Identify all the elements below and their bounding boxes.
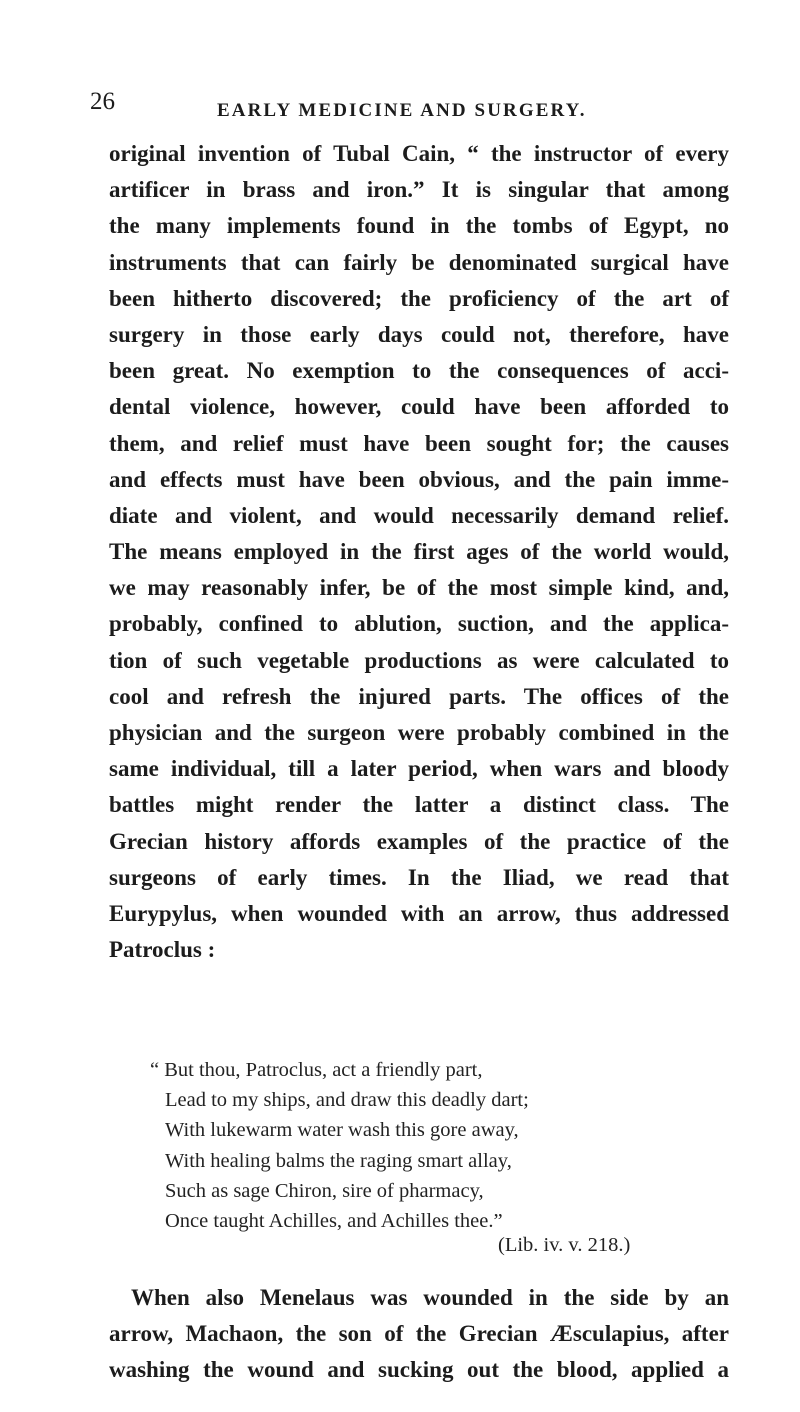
verse-citation: (Lib. iv. v. 218.) (498, 1234, 631, 1256)
text-line: the many implements found in the tombs of Egypt, no (109, 213, 729, 239)
text-line: When also Menelaus was wounded in the side by an (131, 1285, 729, 1310)
text-line: original invention of Tubal Cain, “ the instructor of every (109, 141, 729, 166)
text-line: Grecian history affords examples of the practice of the (109, 828, 729, 854)
page-number: 26 (90, 88, 115, 115)
text-line: surgery in those early days could not, therefore, have (109, 321, 729, 347)
text-line: probably, confined to ablution, suction, and the applica- (109, 611, 729, 637)
text-line: arrow, Machaon, the son of the Grecian Æsculapius, after (109, 1321, 729, 1347)
text-line: physician and the surgeon were probably combined in the (109, 720, 729, 745)
text-line: tion of such vegetable productions as were calculated to (109, 647, 729, 673)
text-line: The means employed in the first ages of the world would, (109, 539, 729, 565)
text-line: been hitherto discovered; the proficiency of the art of (109, 285, 729, 311)
text-line: cool and refresh the injured parts. The offices of the (109, 683, 729, 709)
text-line: diate and violent, and would necessarily demand relief. (109, 502, 729, 528)
verse-line: “ But thou, Patroclus, act a friendly part, (150, 1059, 483, 1081)
text-line: we may reasonably infer, be of the most simple kind, and, (109, 575, 729, 601)
verse-line: Such as sage Chiron, sire of pharmacy, (165, 1179, 484, 1202)
verse-quotation (150, 1055, 529, 1236)
body-paragraph-2 (109, 1280, 729, 1389)
body-paragraph-1 (109, 136, 729, 968)
verse-line: With lukewarm water wash this gore away, (165, 1119, 519, 1142)
text-line: and effects must have been obvious, and the pain imme- (109, 466, 729, 492)
running-head: EARLY MEDICINE AND SURGERY. (217, 100, 587, 121)
text-line: Eurypylus, when wounded with an arrow, thus addressed (109, 900, 729, 926)
text-line: Patroclus : (109, 937, 216, 963)
text-line: been great. No exemption to the consequences of acci- (109, 358, 729, 384)
verse-line: With healing balms the raging smart allay, (165, 1149, 512, 1172)
text-line: same individual, till a later period, when wars and bloody (109, 756, 729, 782)
verse-line: Lead to my ships, and draw this deadly dart; (165, 1089, 529, 1112)
text-line: battles might render the latter a distinct class. The (109, 792, 729, 818)
text-line: dental violence, however, could have been afforded to (109, 394, 729, 420)
text-line: surgeons of early times. In the Iliad, we read that (109, 864, 729, 890)
verse-line: Once taught Achilles, and Achilles thee.” (165, 1210, 503, 1233)
text-line: artificer in brass and iron.” It is singular that among (109, 177, 729, 203)
text-line: instruments that can fairly be denominated surgical have (109, 249, 729, 275)
text-line: washing the wound and sucking out the blood, applied a (109, 1357, 729, 1383)
text-line: them, and relief must have been sought for; the causes (109, 430, 729, 456)
